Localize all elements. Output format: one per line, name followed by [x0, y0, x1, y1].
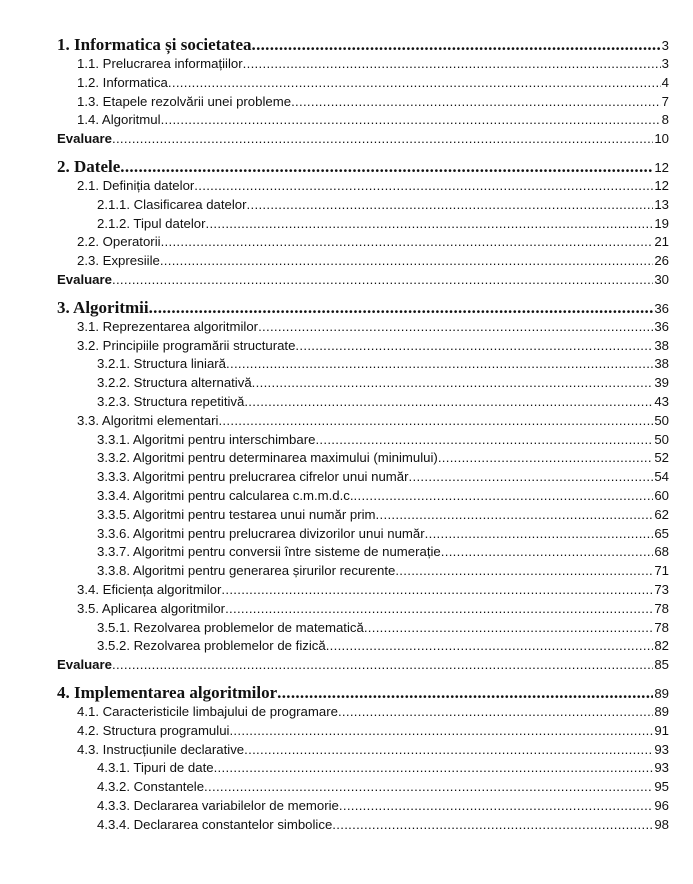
toc-entry-title: Evaluare	[57, 657, 112, 673]
toc-entry-page: 52	[654, 450, 669, 466]
toc-entry-title: 3.3.6. Algoritmi pentru prelucrarea divizorilor unui număr	[97, 525, 425, 541]
toc-entry-title: 3.3.4. Algoritmi pentru calcularea c.m.m.d.c.	[97, 487, 354, 503]
toc-entry-title: 2.1. Definiția datelor	[77, 177, 195, 193]
dot-leader	[225, 600, 653, 619]
toc-entry-page: 8	[661, 112, 669, 128]
toc-entry-page: 62	[654, 506, 669, 522]
toc-entry-page: 89	[654, 703, 669, 719]
toc-entry-title: 3.3.2. Algoritmi pentru determinarea maximului (minimului)	[97, 450, 438, 466]
toc-entry-title: 3.2.2. Structura alternativă	[97, 375, 252, 391]
toc-entry-title: 1.1. Prelucrarea informațiilor	[77, 56, 243, 71]
dot-leader	[204, 778, 653, 797]
dot-leader	[214, 759, 654, 778]
toc-entry[interactable]	[57, 177, 669, 196]
toc-entry-title: 2. Datele	[57, 156, 121, 176]
toc-entry-page: 38	[654, 337, 669, 353]
toc-entry-page: 12	[654, 159, 669, 175]
toc-entry[interactable]	[57, 600, 669, 619]
toc-entry[interactable]	[57, 412, 669, 431]
dot-leader	[206, 215, 654, 234]
toc-entry-page: 89	[654, 685, 669, 701]
dot-leader	[161, 233, 654, 252]
toc-evaluation[interactable]	[57, 271, 669, 290]
toc-entry[interactable]	[57, 318, 669, 337]
toc-entry-title: 4.3.1. Tipuri de date	[97, 760, 214, 776]
toc-entry[interactable]	[57, 619, 669, 638]
toc-entry-page: 36	[654, 300, 669, 316]
toc-entry-title: Evaluare	[57, 131, 112, 147]
toc-entry-title: 3.3.8. Algoritmi pentru generarea șirurilor recurente	[97, 563, 396, 579]
toc-entry[interactable]	[57, 637, 669, 656]
toc-entry[interactable]	[57, 759, 669, 778]
dot-leader	[315, 431, 653, 450]
toc-evaluation[interactable]	[57, 130, 669, 149]
dot-leader	[112, 656, 653, 675]
dot-leader	[244, 741, 653, 760]
toc-entry[interactable]	[57, 431, 669, 450]
toc-entry-page: 13	[654, 196, 669, 212]
toc-entry-page: 3	[661, 38, 669, 53]
toc-entry-page: 93	[654, 760, 669, 776]
toc-entry-page: 4	[661, 74, 669, 90]
dot-leader	[168, 74, 661, 93]
toc-entry-title: 4.3.3. Declararea variabilelor de memorie	[97, 797, 339, 813]
toc-entry-page: 98	[654, 816, 669, 832]
dot-leader	[218, 412, 653, 431]
toc-entry-title: 3.3.7. Algoritmi pentru conversii între sisteme de numerație	[97, 544, 441, 560]
dot-leader	[295, 337, 653, 356]
toc-entry-page: 82	[654, 638, 669, 654]
toc-entry-page: 43	[654, 393, 669, 409]
toc-entry[interactable]	[57, 215, 669, 234]
toc-entry-page: 71	[654, 563, 669, 579]
toc-entry-title: 3.5.2. Rezolvarea problemelor de fizică	[97, 638, 326, 654]
toc-entry-title: 3.3. Algoritmi elementari	[77, 412, 219, 428]
toc-entry[interactable]	[57, 703, 669, 722]
toc-entry[interactable]	[57, 449, 669, 468]
dot-leader	[364, 619, 654, 638]
toc-entry[interactable]	[57, 468, 669, 487]
toc-entry[interactable]	[57, 196, 669, 215]
dot-leader	[161, 111, 661, 130]
toc-entry-title: 1.3. Etapele rezolvării unei probleme	[77, 93, 292, 109]
dot-leader	[112, 271, 653, 290]
toc-entry-page: 91	[654, 722, 669, 738]
toc-entry-title: 3.3.3. Algoritmi pentru prelucrarea cifrelor unui număr	[97, 469, 409, 485]
dot-leader	[258, 318, 653, 337]
dot-leader	[354, 487, 654, 506]
dot-leader	[226, 355, 653, 374]
toc-entry-page: 26	[654, 253, 669, 269]
toc-entry-title: 3.2.3. Structura repetitivă	[97, 393, 245, 409]
dot-leader	[221, 581, 653, 600]
dot-leader	[438, 449, 654, 468]
table-of-contents	[57, 35, 669, 834]
toc-entry-title: 2.1.2. Tipul datelor	[97, 215, 206, 231]
toc-chapter[interactable]	[57, 683, 669, 703]
toc-entry-page: 96	[654, 797, 669, 813]
toc-entry-title: 4.3.4. Declararea constantelor simbolice	[97, 816, 333, 832]
toc-entry-page: 78	[654, 600, 669, 616]
toc-chapter[interactable]	[57, 157, 669, 177]
toc-entry-title: 4.3.2. Constantele	[97, 779, 205, 795]
toc-entry-title: 1. Informatica și societatea	[57, 35, 252, 54]
toc-entry[interactable]	[57, 816, 669, 835]
dot-leader	[441, 543, 654, 562]
toc-entry[interactable]	[57, 543, 669, 562]
toc-entry-page: 93	[654, 741, 669, 757]
dot-leader	[252, 374, 654, 393]
toc-entry-title: 2.2. Operatorii	[77, 234, 161, 250]
toc-entry-page: 50	[654, 431, 669, 447]
dot-leader	[160, 252, 654, 271]
toc-entry-title: Evaluare	[57, 271, 112, 287]
toc-entry-page: 38	[654, 356, 669, 372]
toc-entry[interactable]	[57, 252, 669, 271]
dot-leader	[338, 703, 653, 722]
toc-entry-page: 21	[654, 234, 669, 250]
toc-entry-title: 4.2. Structura programului	[77, 722, 230, 738]
toc-entry[interactable]	[57, 55, 669, 74]
dot-leader	[425, 525, 654, 544]
toc-entry-page: 78	[654, 619, 669, 635]
dot-leader	[326, 637, 654, 656]
toc-entry-page: 36	[654, 318, 669, 334]
toc-entry[interactable]	[57, 506, 669, 525]
toc-entry-title: 4.1. Caracteristicile limbajului de programare	[77, 703, 338, 719]
toc-entry[interactable]	[57, 741, 669, 760]
toc-entry[interactable]	[57, 74, 669, 93]
toc-chapter[interactable]	[57, 298, 669, 318]
toc-entry[interactable]	[57, 487, 669, 506]
toc-entry-title: 3. Algoritmii	[57, 297, 149, 317]
toc-entry-title: 3.2.1. Structura liniară	[97, 356, 227, 372]
toc-entry-title: 3.5.1. Rezolvarea problemelor de matematică	[97, 619, 364, 635]
toc-entry-title: 3.5. Aplicarea algoritmilor	[77, 600, 226, 616]
toc-entry-title: 4. Implementarea algoritmilor	[57, 682, 278, 702]
toc-entry-page: 54	[654, 469, 669, 485]
dot-leader	[376, 506, 654, 525]
toc-entry-title: 1.4. Algoritmul	[77, 112, 161, 128]
dot-leader	[243, 55, 661, 74]
toc-entry[interactable]	[57, 233, 669, 252]
toc-entry[interactable]	[57, 111, 669, 130]
dot-leader	[149, 298, 654, 318]
dot-leader	[194, 177, 653, 196]
toc-entry[interactable]	[57, 393, 669, 412]
toc-entry-title: 2.3. Expresiile	[77, 253, 160, 269]
toc-entry-page: 73	[654, 581, 669, 597]
toc-entry[interactable]	[57, 562, 669, 581]
dot-leader	[247, 196, 654, 215]
dot-leader	[332, 816, 653, 835]
toc-entry[interactable]	[57, 797, 669, 816]
dot-leader	[244, 393, 653, 412]
dot-leader	[409, 468, 654, 487]
dot-leader	[277, 683, 653, 703]
toc-entry-page: 19	[654, 215, 669, 231]
dot-leader	[252, 35, 661, 55]
toc-entry-title: 3.2. Principiile programării structurate	[77, 337, 296, 353]
toc-entry[interactable]	[57, 722, 669, 741]
toc-entry-title: 3.1. Reprezentarea algoritmilor	[77, 318, 259, 334]
toc-entry-page: 65	[654, 525, 669, 541]
toc-entry[interactable]	[57, 93, 669, 112]
toc-entry-page: 85	[654, 657, 669, 673]
dot-leader	[395, 562, 653, 581]
toc-entry-title: 4.3. Instrucțiunile declarative	[77, 741, 245, 757]
toc-entry-page: 60	[654, 487, 669, 503]
toc-evaluation[interactable]	[57, 656, 669, 675]
toc-entry-page: 10	[654, 131, 669, 147]
toc-entry[interactable]	[57, 525, 669, 544]
toc-entry[interactable]	[57, 778, 669, 797]
toc-entry-page: 95	[654, 779, 669, 795]
dot-leader	[112, 130, 653, 149]
toc-entry-title: 1.2. Informatica	[77, 74, 168, 90]
toc-entry[interactable]	[57, 374, 669, 393]
dot-leader	[291, 93, 661, 112]
toc-entry-page: 30	[654, 271, 669, 287]
toc-entry-page: 7	[661, 93, 669, 109]
toc-entry-page: 3	[661, 56, 669, 71]
dot-leader	[229, 722, 653, 741]
toc-entry-page: 50	[654, 412, 669, 428]
toc-entry[interactable]	[57, 355, 669, 374]
dot-leader	[120, 157, 653, 177]
toc-entry-page: 12	[654, 177, 669, 193]
toc-entry[interactable]	[57, 337, 669, 356]
toc-entry-title: 3.3.1. Algoritmi pentru interschimbare	[97, 431, 316, 447]
toc-entry[interactable]	[57, 581, 669, 600]
toc-entry-title: 2.1.1. Clasificarea datelor	[97, 196, 247, 212]
toc-entry-page: 68	[654, 544, 669, 560]
toc-entry-title: 3.4. Eficiența algoritmilor	[77, 581, 222, 597]
toc-chapter[interactable]	[57, 35, 669, 55]
toc-entry-title: 3.3.5. Algoritmi pentru testarea unui număr prim	[97, 506, 376, 522]
toc-entry-page: 39	[654, 375, 669, 391]
dot-leader	[339, 797, 653, 816]
